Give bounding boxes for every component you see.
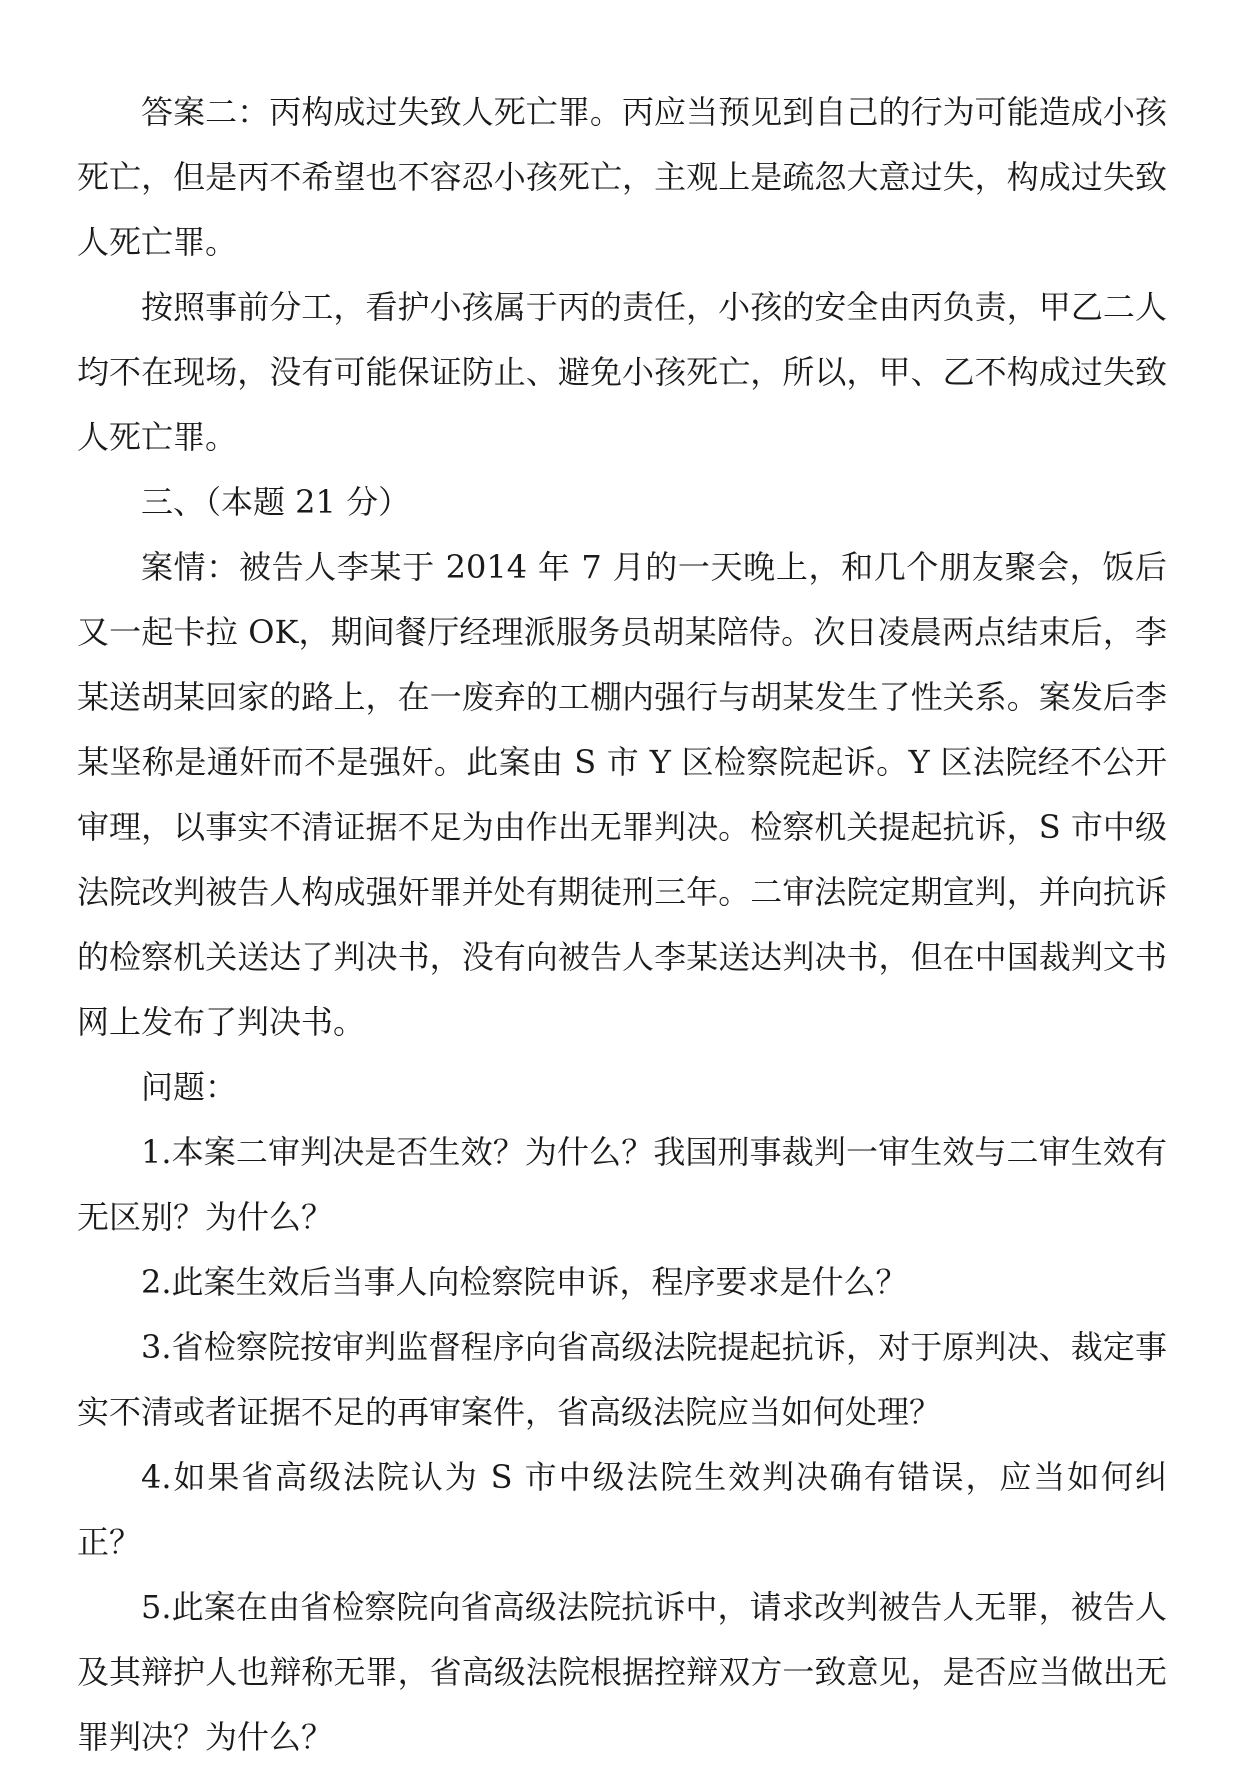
division-of-duty-paragraph: 按照事前分工，看护小孩属于丙的责任，小孩的安全由丙负责，甲乙二人均不在现场，没有可能保证防止、避免小孩死亡，所以，甲、乙不构成过失致人死亡罪。 [77,288,1167,456]
document-body [77,80,1167,1770]
question-4: 4.如果省高级法院认为 S 市中级法院生效判决确有错误，应当如何纠正？ [77,1458,1167,1561]
section-three-heading: 三、（本题 21 分） [141,483,411,521]
question-1: 1.本案二审判决是否生效？为什么？我国刑事裁判一审生效与二审生效有无区别？为什么？ [77,1133,1167,1236]
answer-two-paragraph: 答案二：丙构成过失致人死亡罪。丙应当预见到自己的行为可能造成小孩死亡，但是丙不希望也不容忍小孩死亡，主观上是疏忽大意过失，构成过失致人死亡罪。 [77,93,1167,261]
question-5: 5.此案在由省检察院向省高级法院抗诉中，请求改判被告人无罪，被告人及其辩护人也辩称无罪，省高级法院根据控辩双方一致意见，是否应当做出无罪判决？为什么？ [77,1588,1167,1756]
question-3: 3.省检察院按审判监督程序向省高级法院提起抗诉，对于原判决、裁定事实不清或者证据不足的再审案件，省高级法院应当如何处理？ [77,1328,1167,1431]
question-2: 2.此案生效后当事人向检察院申诉，程序要求是什么？ [141,1263,908,1301]
case-facts-paragraph: 案情：被告人李某于 2014 年 7 月的一天晚上，和几个朋友聚会，饭后又一起卡拉 OK，期间餐厅经理派服务员胡某陪侍。次日凌晨两点结束后，李某送胡某回家的路上，在一废弃的工棚内强行与胡某发生了性关系。案发后李某坚称是通奸而不是强奸。此案由 S 市 Y 区检察院起诉。Y 区法院经不公开审理，以事实不清证据不足为由作出无罪判决。检察机关提起抗诉，S 市中级法院改判被告人构成强奸罪并处有期徒刑三年。二审法院定期宣判，并向抗诉的检察机关送达了判决书，没有向被告人李某送达判决书，但在中国裁判文书网上发布了判决书。 [77,548,1167,1041]
questions-heading: 问题： [141,1068,238,1106]
